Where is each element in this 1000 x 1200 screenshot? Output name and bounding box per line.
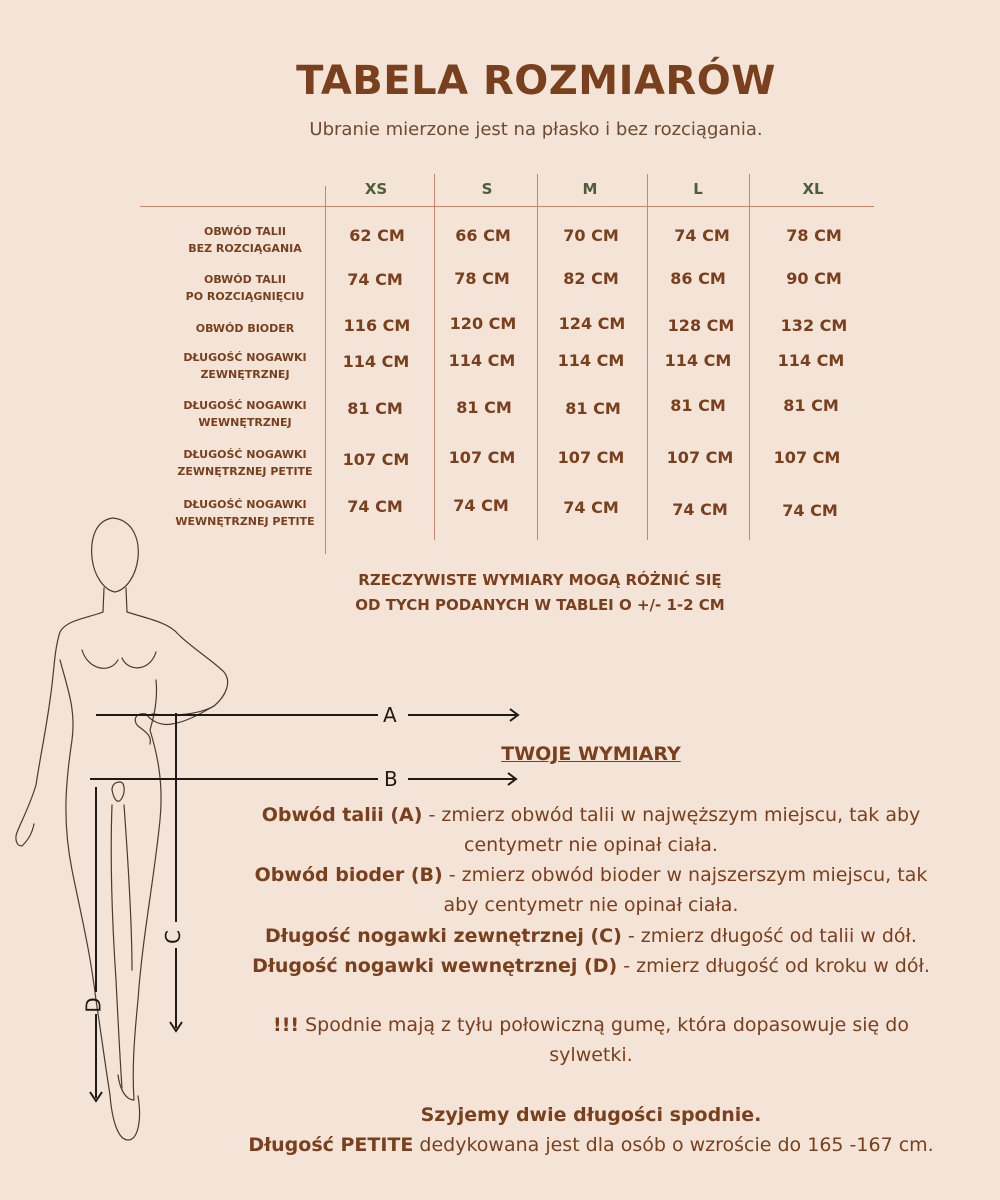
table-cell: 107 CM bbox=[342, 450, 410, 469]
table-cell: 107 CM bbox=[448, 448, 516, 467]
page-title: TABELA ROZMIARÓW bbox=[296, 58, 776, 104]
table-cell: 74 CM bbox=[782, 501, 838, 520]
size-header-s: S bbox=[481, 180, 493, 198]
table-cell: 74 CM bbox=[453, 496, 509, 515]
row-label-inner-leg: DŁUGOŚĆ NOGAWKI WEWNĘTRZNEJ bbox=[183, 399, 307, 429]
instruction-outer-leg: Długość nogawki zewnętrznej (C) - zmierz długość od talii w dół. bbox=[265, 925, 917, 947]
table-cell: 132 CM bbox=[780, 316, 848, 335]
table-cell: 114 CM bbox=[557, 351, 625, 370]
table-cell: 107 CM bbox=[666, 448, 734, 467]
table-cell: 74 CM bbox=[672, 500, 728, 519]
size-header-xl: XL bbox=[802, 180, 824, 198]
table-cell: 74 CM bbox=[563, 498, 619, 517]
table-header-divider bbox=[140, 206, 874, 207]
table-cell: 78 CM bbox=[786, 226, 842, 245]
instruction-inner-leg: Długość nogawki wewnętrznej (D) - zmierz długość od kroku w dół. bbox=[252, 955, 930, 977]
instruction-lengths: Szyjemy dwie długości spodnie. Długość PETITE dedykowana jest dla osób o wzroście do 165 -167 cm. bbox=[248, 1104, 934, 1156]
table-cell: 81 CM bbox=[347, 399, 403, 418]
label-b: B bbox=[384, 767, 398, 791]
row-label-waist: OBWÓD TALII BEZ ROZCIĄGANIA bbox=[188, 225, 302, 255]
row-label-inner-leg-petite: DŁUGOŚĆ NOGAWKI WEWNĘTRZNEJ PETITE bbox=[175, 498, 315, 528]
table-cell: 81 CM bbox=[670, 396, 726, 415]
table-cell: 90 CM bbox=[786, 269, 842, 288]
table-cell: 74 CM bbox=[674, 226, 730, 245]
instruction-hips: Obwód bioder (B) - zmierz obwód bioder w najszerszym miejscu, tak aby centymetr nie opinał ciała. bbox=[254, 864, 928, 916]
table-cell: 114 CM bbox=[448, 351, 516, 370]
label-a: A bbox=[383, 703, 397, 727]
table-cell: 114 CM bbox=[342, 352, 410, 371]
table-cell: 62 CM bbox=[349, 226, 405, 245]
table-cell: 120 CM bbox=[449, 314, 517, 333]
row-label-waist-stretched: OBWÓD TALII PO ROZCIĄGNIĘCIU bbox=[185, 273, 305, 303]
tolerance-note: RZECZYWISTE WYMIARY MOGĄ RÓŻNIĆ SIĘ OD TYCH PODANYCH W TABLEI O +/- 1-2 CM bbox=[355, 571, 725, 614]
row-label-outer-leg-petite: DŁUGOŚĆ NOGAWKI ZEWNĘTRZNEJ PETITE bbox=[177, 448, 313, 478]
table-cell: 116 CM bbox=[343, 316, 411, 335]
table-cell: 128 CM bbox=[667, 316, 735, 335]
table-cell: 74 CM bbox=[347, 497, 403, 516]
table-cell: 74 CM bbox=[347, 270, 403, 289]
measurements-title: TWOJE WYMIARY bbox=[501, 743, 681, 765]
table-cell: 86 CM bbox=[670, 269, 726, 288]
label-c: C bbox=[160, 930, 185, 944]
table-cell: 107 CM bbox=[557, 448, 625, 467]
table-cell: 114 CM bbox=[777, 351, 845, 370]
label-d: D bbox=[81, 997, 106, 1013]
table-cell: 81 CM bbox=[783, 396, 839, 415]
table-cell: 82 CM bbox=[563, 269, 619, 288]
instruction-elastic: !!! Spodnie mają z tyłu połowiczną gumę, która dopasowuje się do sylwetki. bbox=[273, 1014, 909, 1066]
table-cell: 70 CM bbox=[563, 226, 619, 245]
table-cell: 81 CM bbox=[565, 399, 621, 418]
woman-silhouette-icon bbox=[16, 518, 228, 1140]
table-cell: 66 CM bbox=[455, 226, 511, 245]
size-header-xs: XS bbox=[364, 180, 388, 198]
page-subtitle: Ubranie mierzone jest na płasko i bez rozciągania. bbox=[309, 119, 763, 140]
row-label-hips: OBWÓD BIODER bbox=[195, 322, 295, 335]
row-label-outer-leg: DŁUGOŚĆ NOGAWKI ZEWNĘTRZNEJ bbox=[183, 351, 307, 381]
table-cell: 114 CM bbox=[664, 351, 732, 370]
table-cell: 78 CM bbox=[454, 269, 510, 288]
table-cell: 107 CM bbox=[773, 448, 841, 467]
table-cell: 81 CM bbox=[456, 398, 512, 417]
table-cell: 124 CM bbox=[558, 314, 626, 333]
instruction-waist: Obwód talii (A) - zmierz obwód talii w najwęższym miejscu, tak aby centymetr nie opinał ciała. bbox=[261, 804, 921, 856]
size-header-l: L bbox=[693, 180, 703, 198]
size-header-m: M bbox=[582, 180, 598, 198]
